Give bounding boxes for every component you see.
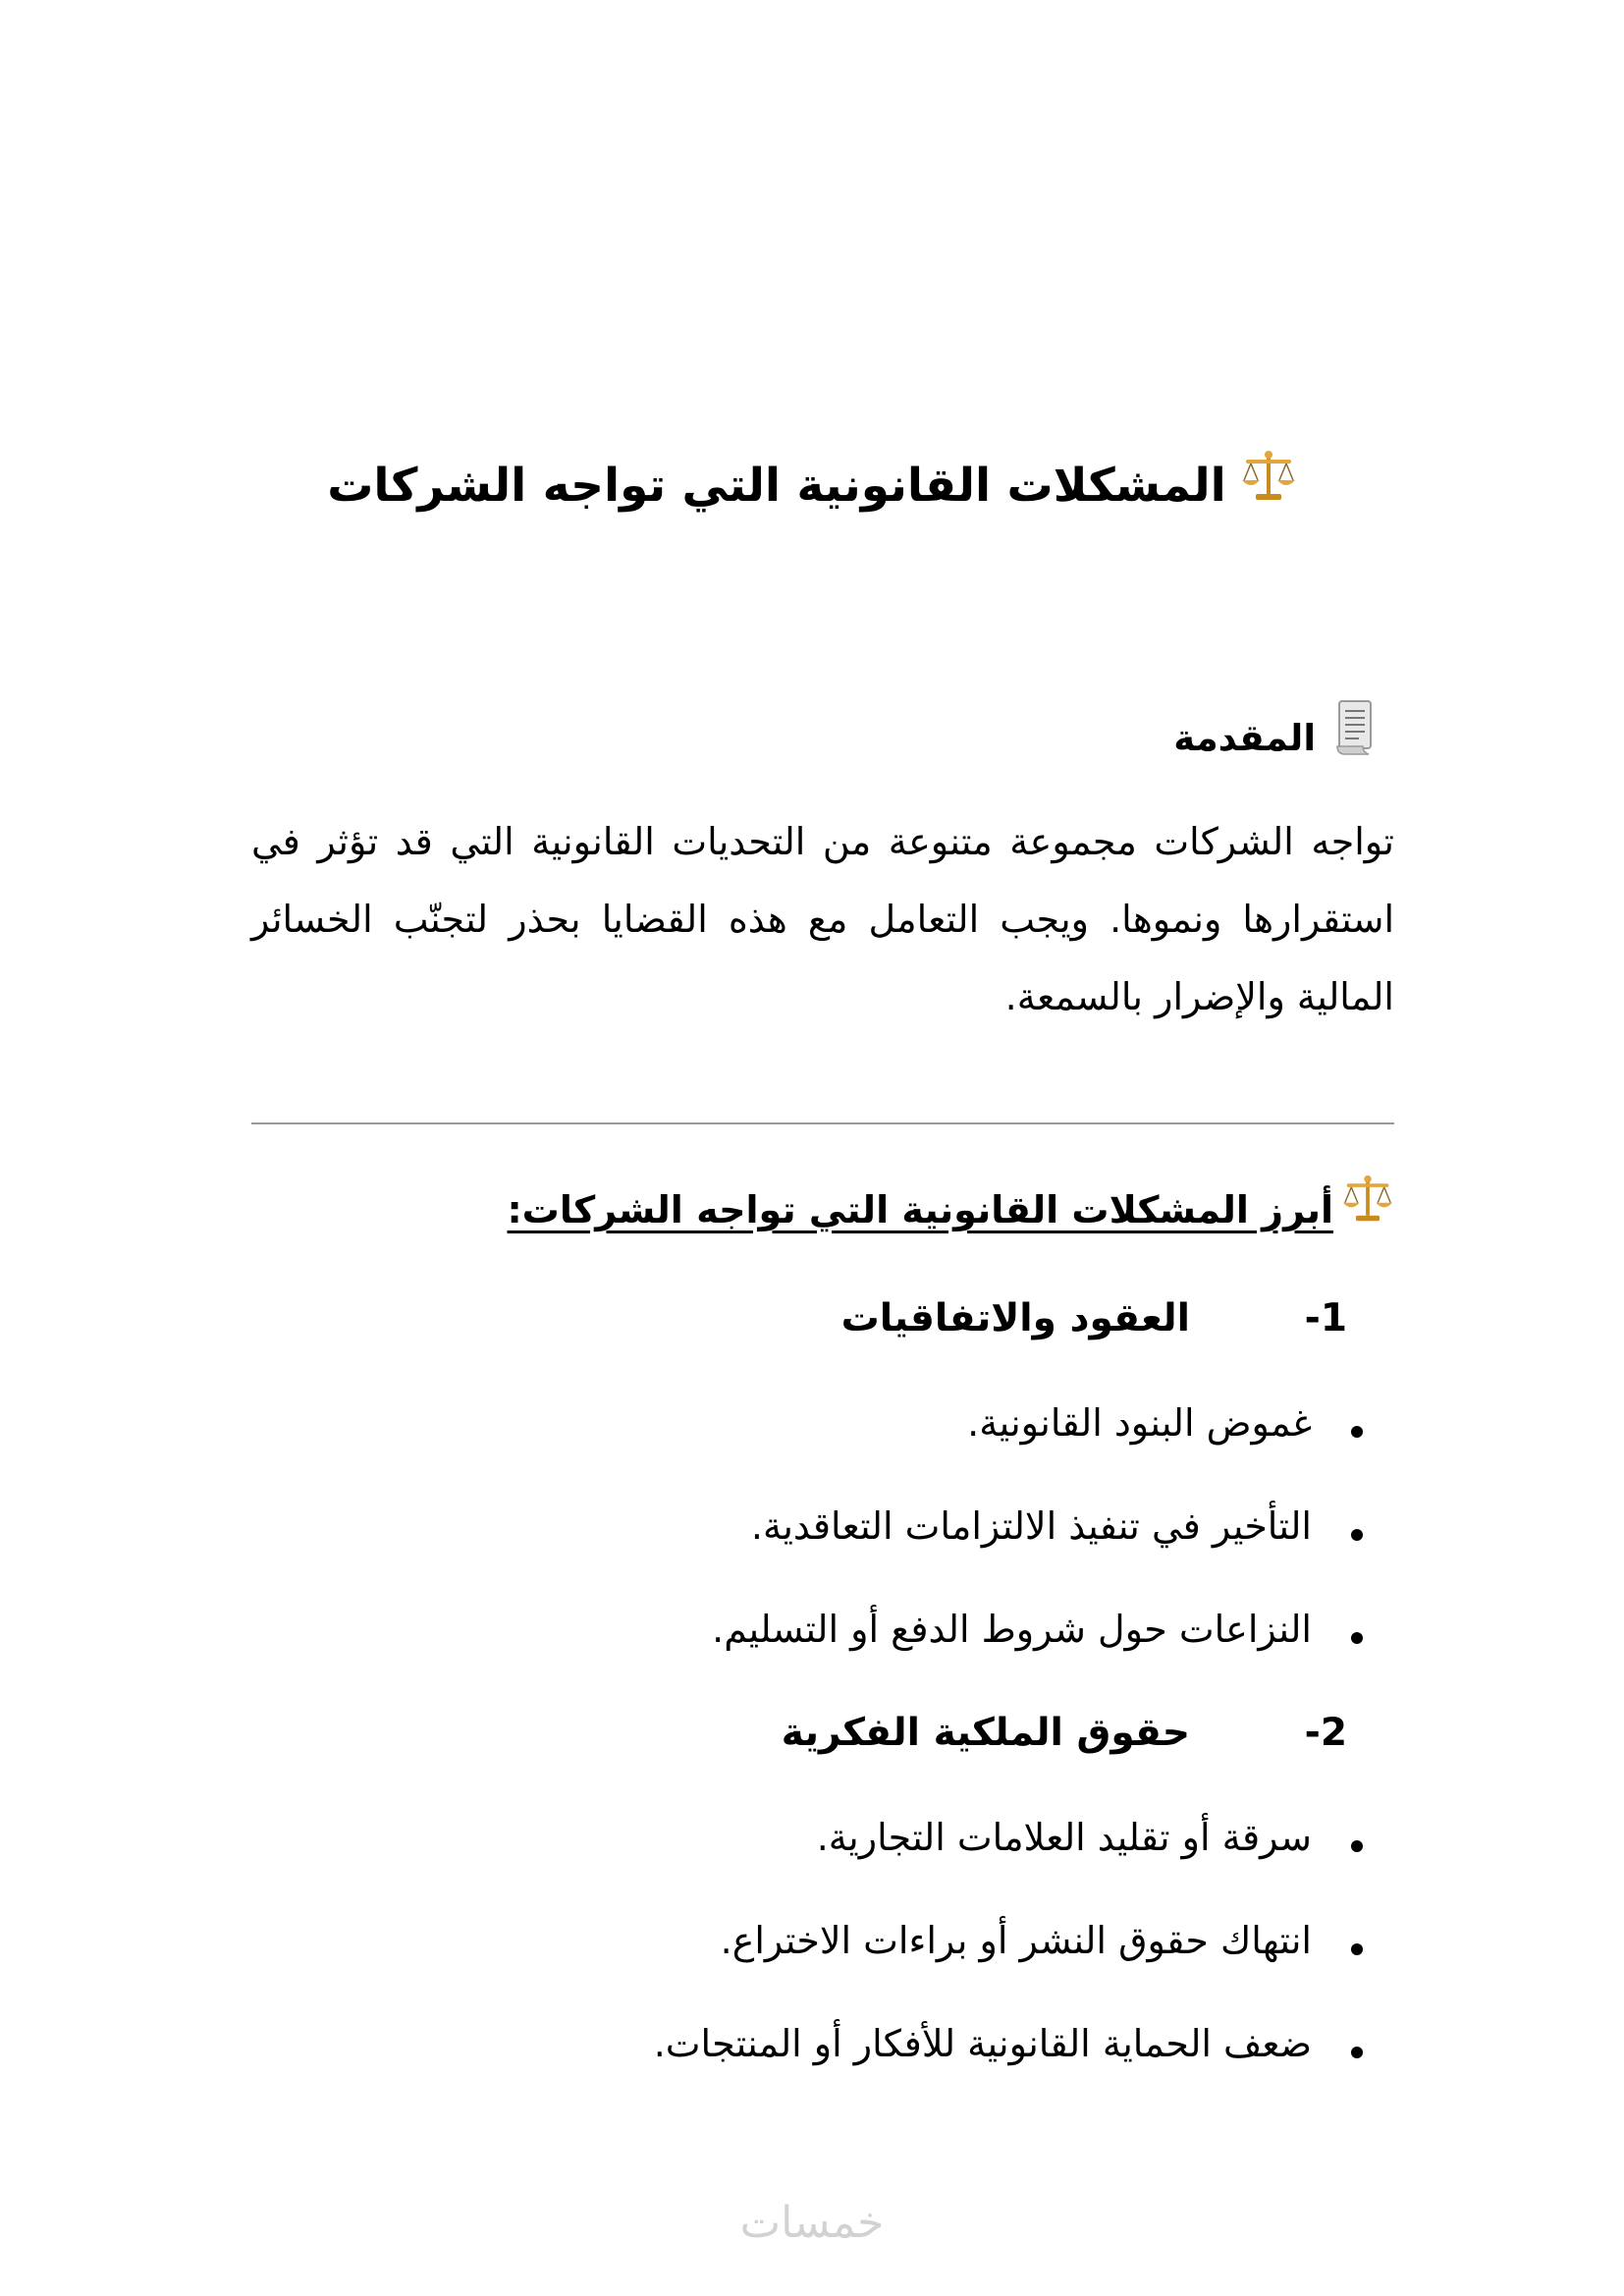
section-list-2 bbox=[654, 1803, 1363, 2112]
list-item-text: النزاعات حول شروط الدفع أو التسليم. bbox=[712, 1608, 1312, 1651]
scroll-icon bbox=[1333, 697, 1377, 779]
intro-heading-text: المقدمة bbox=[1173, 716, 1316, 759]
list-item bbox=[712, 1389, 1363, 1492]
page-title bbox=[245, 447, 1379, 528]
intro-heading bbox=[1173, 697, 1377, 779]
bullet-icon bbox=[1351, 1426, 1363, 1438]
main-section-heading-text: أبرز المشكلات القانونية التي تواجه الشركات: bbox=[507, 1188, 1333, 1231]
list-item-text: التأخير في تنفيذ الالتزامات التعاقدية. bbox=[750, 1504, 1312, 1548]
section-number-1: -1 bbox=[1304, 1296, 1347, 1340]
list-item-text: ضعف الحماية القانونية للأفكار أو المنتجات. bbox=[653, 2022, 1312, 2065]
section-number-2: -2 bbox=[1304, 1711, 1347, 1755]
section-heading-1 bbox=[841, 1285, 1347, 1353]
intro-paragraph: تواجه الشركات مجموعة متنوعة من التحديات القانونية التي قد تؤثر في استقرارها ونموها. ويجب التعامل مع هذه القضايا بحذر لتجنّب الخسائر المالية والإضرار بالسمعة. bbox=[251, 820, 1394, 1018]
main-section-heading bbox=[507, 1174, 1394, 1246]
list-item-text: سرقة أو تقليد العلامات التجارية. bbox=[816, 1816, 1312, 1859]
list-item bbox=[712, 1492, 1363, 1595]
section-title-1: العقود والاتفاقيات bbox=[840, 1296, 1190, 1340]
section-list-1 bbox=[712, 1389, 1363, 1698]
bullet-icon bbox=[1351, 2047, 1363, 2058]
watermark: خمسات bbox=[739, 2198, 885, 2248]
bullet-icon bbox=[1351, 1943, 1363, 1955]
list-item bbox=[654, 1906, 1363, 2009]
section-heading-2 bbox=[782, 1699, 1347, 1768]
bullet-icon bbox=[1351, 1840, 1363, 1852]
list-item bbox=[712, 1595, 1363, 1698]
section-divider bbox=[251, 1122, 1394, 1124]
bullet-icon bbox=[1351, 1529, 1363, 1541]
balance-scale-icon bbox=[1240, 449, 1297, 528]
section-title-2: حقوق الملكية الفكرية bbox=[781, 1711, 1190, 1755]
title-text: المشكلات القانونية التي تواجه الشركات bbox=[327, 459, 1226, 513]
bullet-icon bbox=[1351, 1632, 1363, 1644]
list-item bbox=[654, 2009, 1363, 2112]
balance-scale-icon bbox=[1341, 1174, 1394, 1246]
list-item bbox=[654, 1803, 1363, 1906]
list-item-text: انتهاك حقوق النشر أو براءات الاختراع. bbox=[720, 1919, 1312, 1962]
list-item-text: غموض البنود القانونية. bbox=[967, 1401, 1312, 1445]
